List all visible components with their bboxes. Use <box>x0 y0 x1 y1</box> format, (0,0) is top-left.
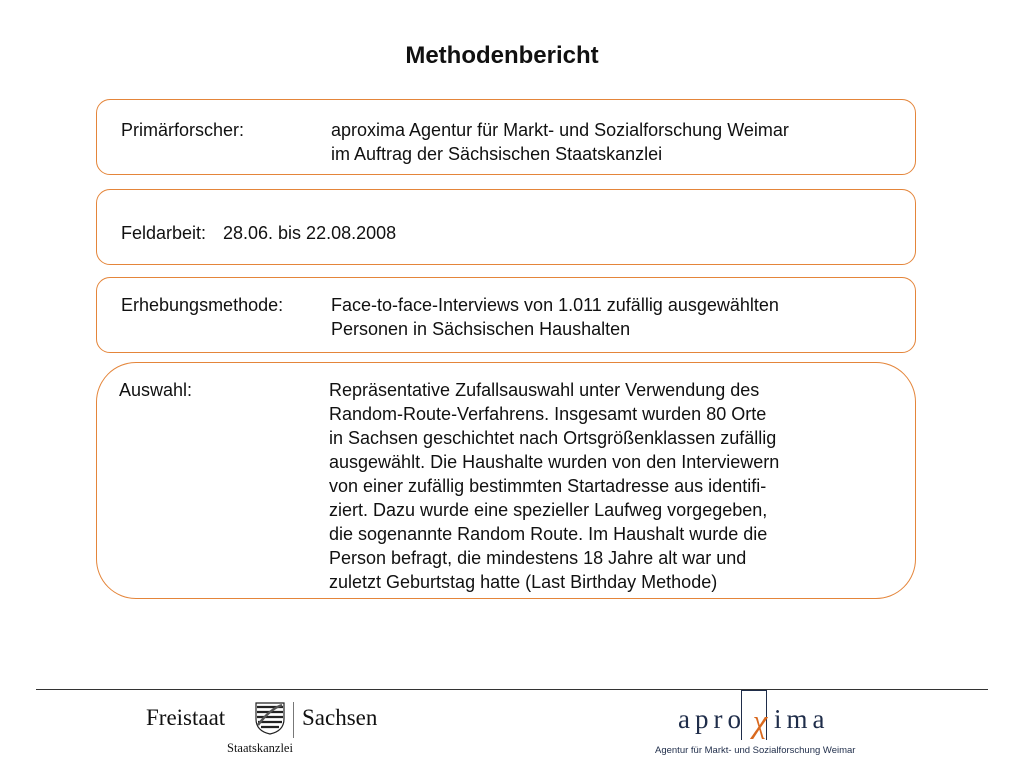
text-line: 28.06. bis 22.08.2008 <box>223 223 397 243</box>
section-label: Primärforscher: <box>121 120 245 140</box>
text-line: Repräsentative Zufallsauswahl unter Verwendung des <box>329 380 760 400</box>
section-auswahl <box>96 362 916 599</box>
text-line: ziert. Dazu wurde eine spezieller Laufweg vorgegeben, <box>329 500 768 520</box>
logo-wordmark <box>678 700 830 740</box>
section-value <box>331 118 789 166</box>
logo-suffix: ima <box>773 704 830 734</box>
saxony-crest-icon <box>254 701 286 735</box>
footer-divider <box>36 689 988 690</box>
page-title: Methodenbericht <box>405 42 599 69</box>
text-line: ausgewählt. Die Haushalte wurden von den Interviewern <box>329 452 780 472</box>
logo-word-sachsen: Sachsen <box>302 705 378 730</box>
text-line: die sogenannte Random Route. Im Haushalt wurde die <box>329 524 768 544</box>
text-line: Random-Route-Verfahrens. Insgesamt wurden 80 Orte <box>329 404 767 424</box>
logo-subtitle: Staatskanzlei <box>227 741 293 755</box>
section-feldarbeit <box>96 189 916 265</box>
section-erhebungsmethode <box>96 277 916 353</box>
section-label: Erhebungsmethode: <box>121 295 284 315</box>
text-line: von einer zufällig bestimmten Startadresse aus identifi- <box>329 476 767 496</box>
text-line: in Sachsen geschichtet nach Ortsgrößenklassen zufällig <box>329 428 777 448</box>
logo-x-letter: χ <box>752 704 768 740</box>
logo-prefix: apro <box>678 704 746 734</box>
section-value <box>331 293 779 341</box>
section-value <box>223 221 396 245</box>
section-value <box>329 378 779 594</box>
text-line: im Auftrag der Sächsischen Staatskanzlei <box>331 144 663 164</box>
text-line: aproxima Agentur für Markt- und Sozialforschung Weimar <box>331 120 789 140</box>
section-label: Auswahl: <box>119 380 193 400</box>
logo-separator <box>293 702 294 738</box>
text-line: Person befragt, die mindestens 18 Jahre alt war und <box>329 548 747 568</box>
text-line: Personen in Sächsischen Haushalten <box>331 319 631 339</box>
logo-word-freistaat: Freistaat <box>146 705 226 730</box>
logo-tagline: Agentur für Markt- und Sozialforschung Weimar <box>655 745 856 756</box>
text-line: Face-to-face-Interviews von 1.011 zufällig ausgewählten <box>331 295 779 315</box>
section-primaerforscher <box>96 99 916 175</box>
section-label: Feldarbeit: <box>121 223 207 243</box>
text-line: zuletzt Geburtstag hatte (Last Birthday Methode) <box>329 572 718 592</box>
